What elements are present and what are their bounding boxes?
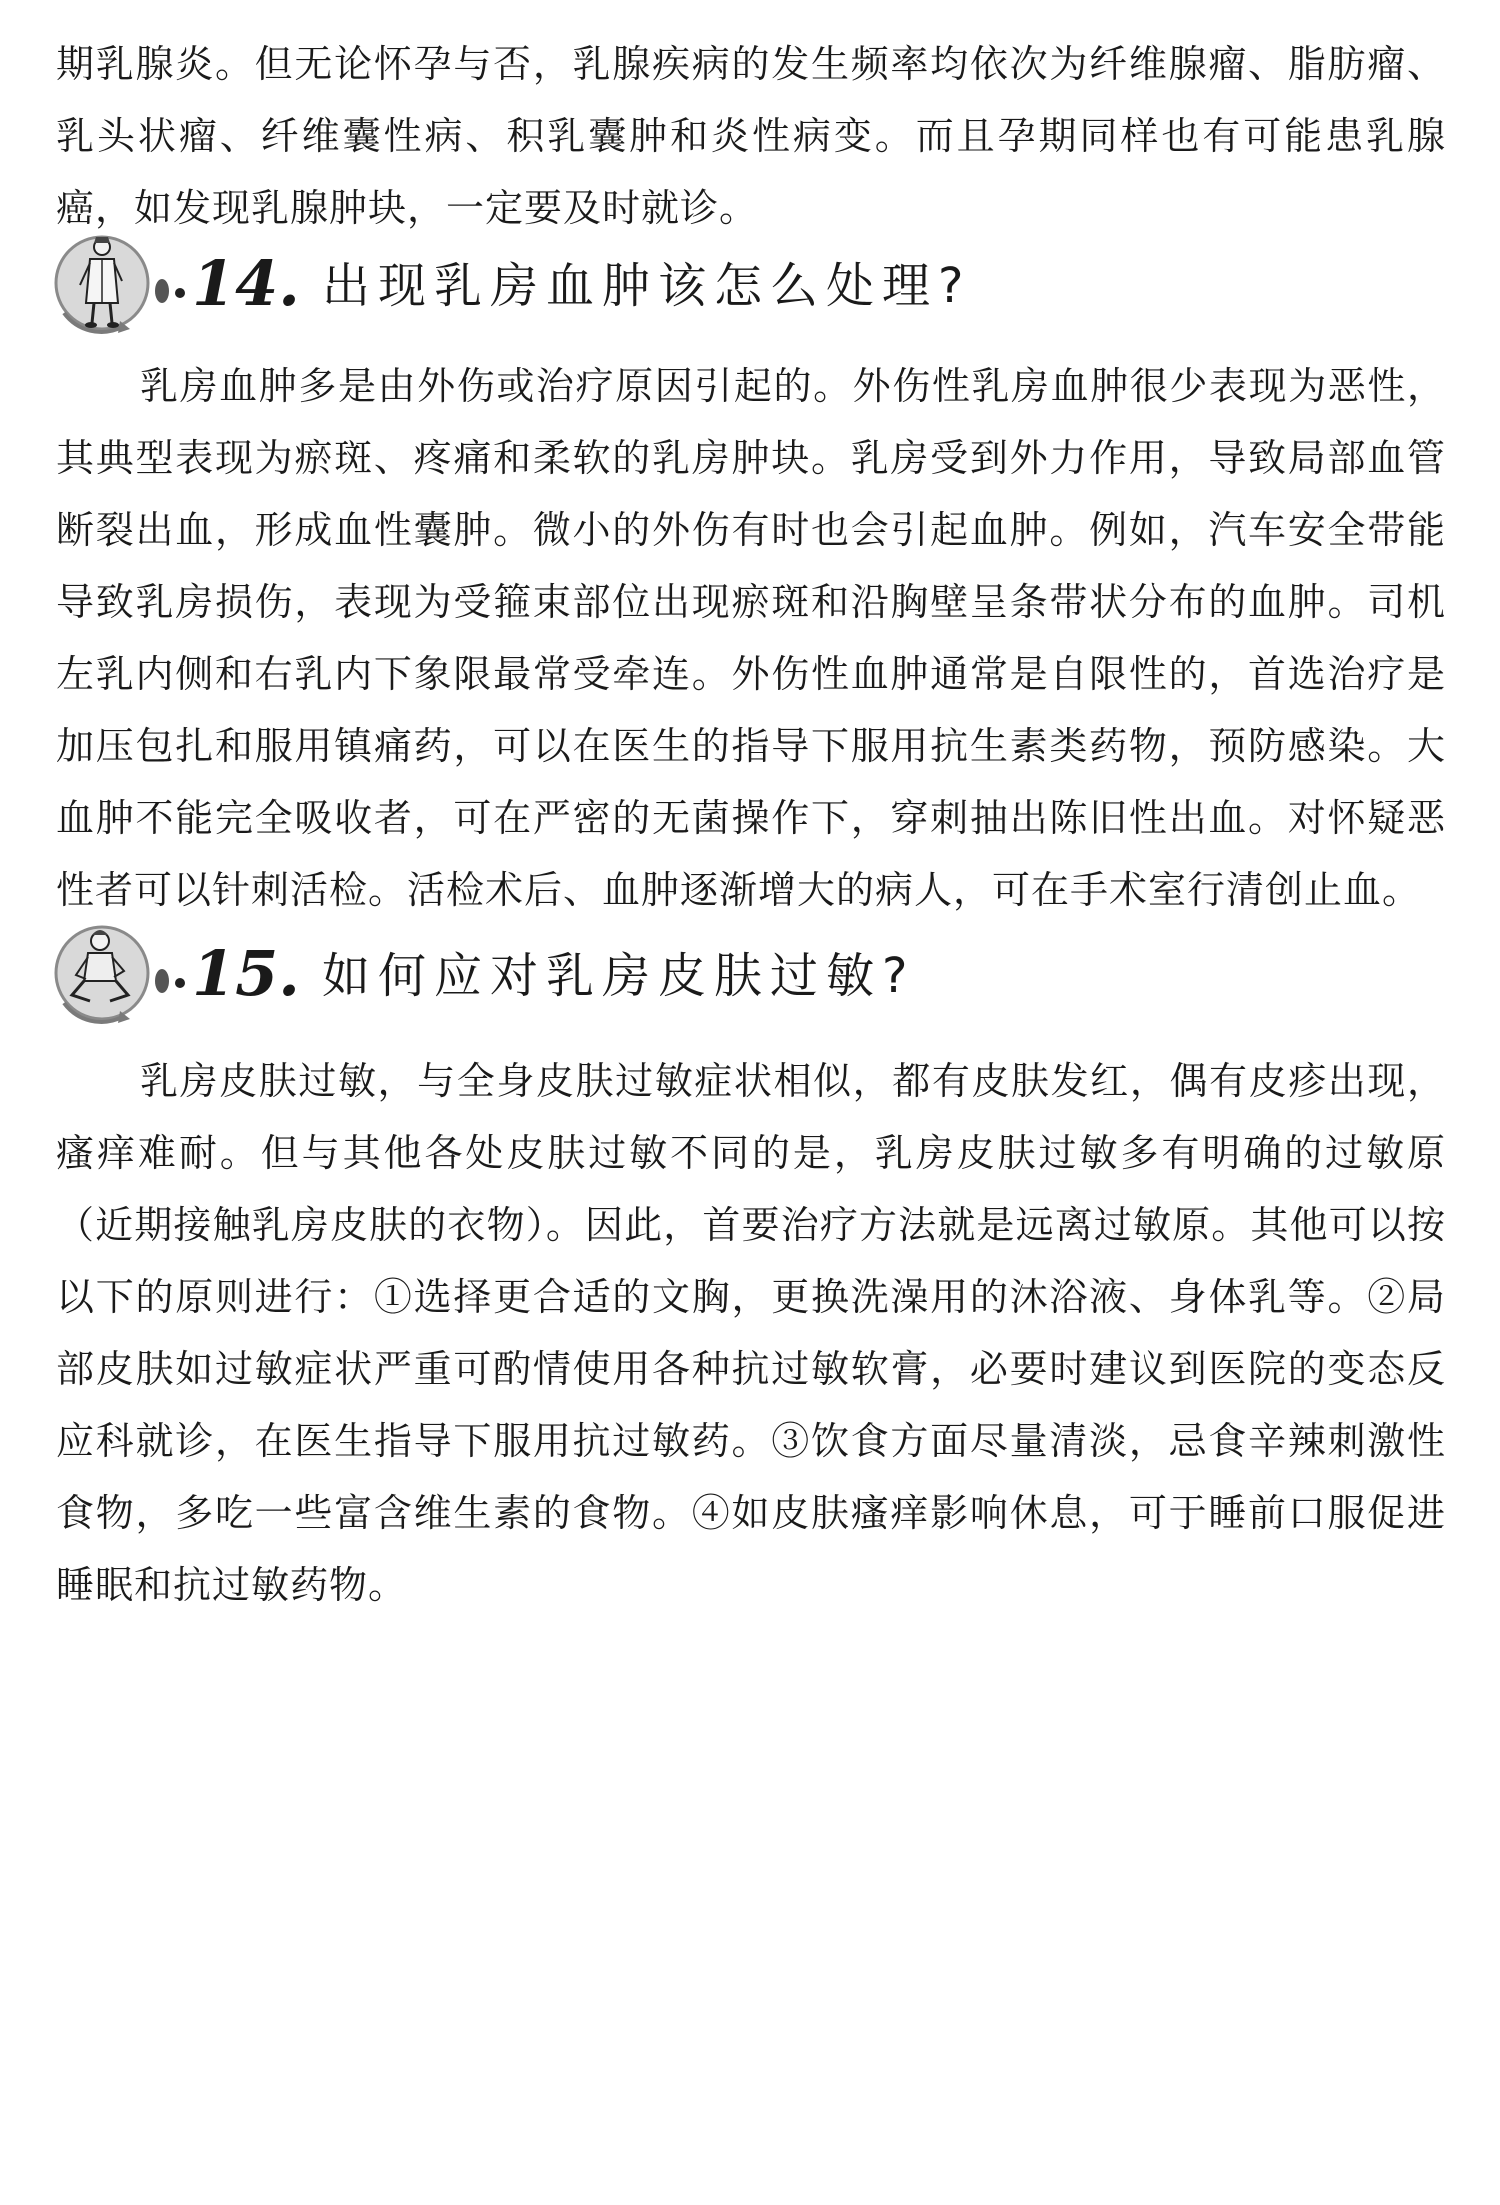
section-heading-14 [50, 225, 1450, 365]
section-title: 出现乳房血肿该怎么处理? [322, 258, 972, 314]
doctor-figure-icon [50, 225, 200, 355]
seated-figure-icon [50, 915, 200, 1045]
section-title: 如何应对乳房皮肤过敏? [322, 948, 916, 1004]
section-number: 15. [192, 937, 300, 1010]
section-body-14: 乳房血肿多是由外伤或治疗原因引起的。外伤性乳房血肿很少表现为恶性，其典型表现为瘀斑、疼痛和柔软的乳房肿块。乳房受到外力作用，导致局部血管断裂出血，形成血性囊肿。微小的外伤有时也会引起血肿。例如，汽车安全带能导致乳房损伤，表现为受箍束部位出现瘀斑和沿胸壁呈条带状分布的血肿。司机左乳内侧和右乳内下象限最常受牵连。外伤性血肿通常是自限性的，首选治疗是加压包扎和服用镇痛药，可以在医生的指导下服用抗生素类药物，预防感染。大血肿不能完全吸收者，可在严密的无菌操作下，穿刺抽出陈旧性出血。对怀疑恶性者可以针刺活检。活检术后、血肿逐渐增大的病人，可在手术室行清创止血。 [56, 364, 1446, 912]
section-heading-15 [50, 915, 1450, 1055]
section-body-15: 乳房皮肤过敏，与全身皮肤过敏症状相似，都有皮肤发红，偶有皮疹出现，瘙痒难耐。但与其他各处皮肤过敏不同的是，乳房皮肤过敏多有明确的过敏原（近期接触乳房皮肤的衣物）。因此，首要治疗方法就是远离过敏原。其他可以按以下的原则进行：①选择更合适的文胸，更换洗澡用的沐浴液、身体乳等。②局部皮肤如过敏症状严重可酌情使用各种抗过敏软膏，必要时建议到医院的变态反应科就诊，在医生指导下服用抗过敏药。③饮食方面尽量清淡，忌食辛辣刺激性食物，多吃一些富含维生素的食物。④如皮肤瘙痒影响休息，可于睡前口服促进睡眠和抗过敏药物。 [56, 1059, 1446, 1607]
section-number: 14. [192, 247, 300, 320]
intro-paragraph: 期乳腺炎。但无论怀孕与否，乳腺疾病的发生频率均依次为纤维腺瘤、脂肪瘤、乳头状瘤、纤维囊性病、积乳囊肿和炎性病变。而且孕期同样也有可能患乳腺癌，如发现乳腺肿块，一定要及时就诊。 [56, 42, 1446, 230]
